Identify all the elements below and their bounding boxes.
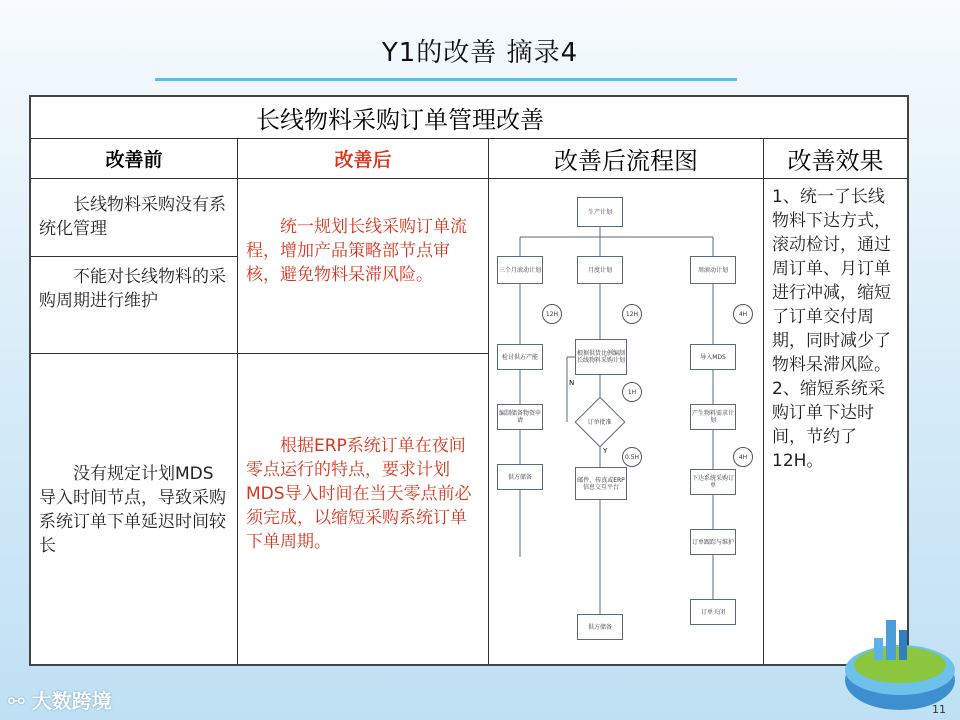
flow-node-c2d: 供方储备 <box>577 614 623 640</box>
flow-node-c1d: 供方储备 <box>497 464 543 490</box>
after-item-1: 统一规划长线采购订单流程，增加产品策略部节点审核，避免物料呆滞风险。 <box>238 179 489 354</box>
flow-tag-1: 12H <box>542 304 562 324</box>
flow-node-start: 生产计划 <box>577 197 623 227</box>
flow-tag-4: 1H <box>622 382 642 402</box>
header-effect: 改善效果 <box>764 139 907 179</box>
globe-decoration-icon <box>830 600 960 720</box>
flow-label-no: N <box>569 379 575 387</box>
flow-node-c3f: 订单关闭 <box>690 599 736 625</box>
title-underline <box>155 78 737 81</box>
improvement-table <box>29 95 909 666</box>
flow-node-c3e: 订单跟踪与维护 <box>690 529 736 555</box>
before-item-3: 没有规定计划MDS导入时间节点，导致采购系统订单下单延迟时间较长 <box>31 354 238 664</box>
flow-node-c1b: 检讨供方产能 <box>497 344 543 370</box>
flow-node-c1: 三个月滚动计划 <box>497 256 543 284</box>
flow-label-yes: Y <box>603 447 608 455</box>
table-caption: 长线物料采购订单管理改善 <box>31 97 907 139</box>
flow-tag-3: 4H <box>733 304 753 324</box>
header-before: 改善前 <box>31 139 238 179</box>
flow-tag-6: 4H <box>733 447 753 467</box>
decision-label: 订单批准 <box>587 418 613 426</box>
flow-node-c3: 周滚动计划 <box>690 256 736 284</box>
effect-text: 1、统一了长线物料下达方式，滚动检讨，通过周订单、月订单进行冲减，缩短了订单交付周期，同时减少了物料呆滞风险。 2、缩短系统采购订单下达时间，节约了12H。 <box>764 179 907 664</box>
flow-node-c2c: 邮件、传真或ERP信息交互平台 <box>575 467 627 500</box>
brand-logo-text: 大数跨境 <box>31 689 112 713</box>
before-item-1: 长线物料采购没有系统化管理 <box>31 179 238 257</box>
flow-node-c1c: 编制储备物资申请 <box>497 404 543 430</box>
flow-node-c2b: 根据供货比例编制长线物料采购计划 <box>575 339 627 375</box>
header-after: 改善后 <box>238 139 489 179</box>
slide-title: Y1的改善 摘录4 <box>381 38 579 68</box>
flow-tag-5: 0.5H <box>622 447 642 467</box>
page-number: 11 <box>932 703 946 716</box>
flow-node-c3c: 产生物料需求计划 <box>690 404 736 430</box>
flow-node-c3d: 下达系统采购订单 <box>690 469 736 495</box>
before-item-2: 不能对长线物料的采购周期进行维护 <box>31 257 238 354</box>
flow-tag-2: 12H <box>622 304 642 324</box>
brand-logo-icon: ⚯ <box>8 689 25 713</box>
flowchart-cell <box>489 179 764 664</box>
header-flowchart: 改善后流程图 <box>489 139 764 179</box>
flow-node-c2: 月度计划 <box>577 256 623 284</box>
after-item-2: 根据ERP系统订单在夜间零点运行的特点，要求计划MDS导入时间在当天零点前必须完成，以缩短采购系统订单下单周期。 <box>238 354 489 664</box>
flow-node-c3b: 导入MDS <box>690 344 736 370</box>
brand-logo <box>8 685 112 714</box>
